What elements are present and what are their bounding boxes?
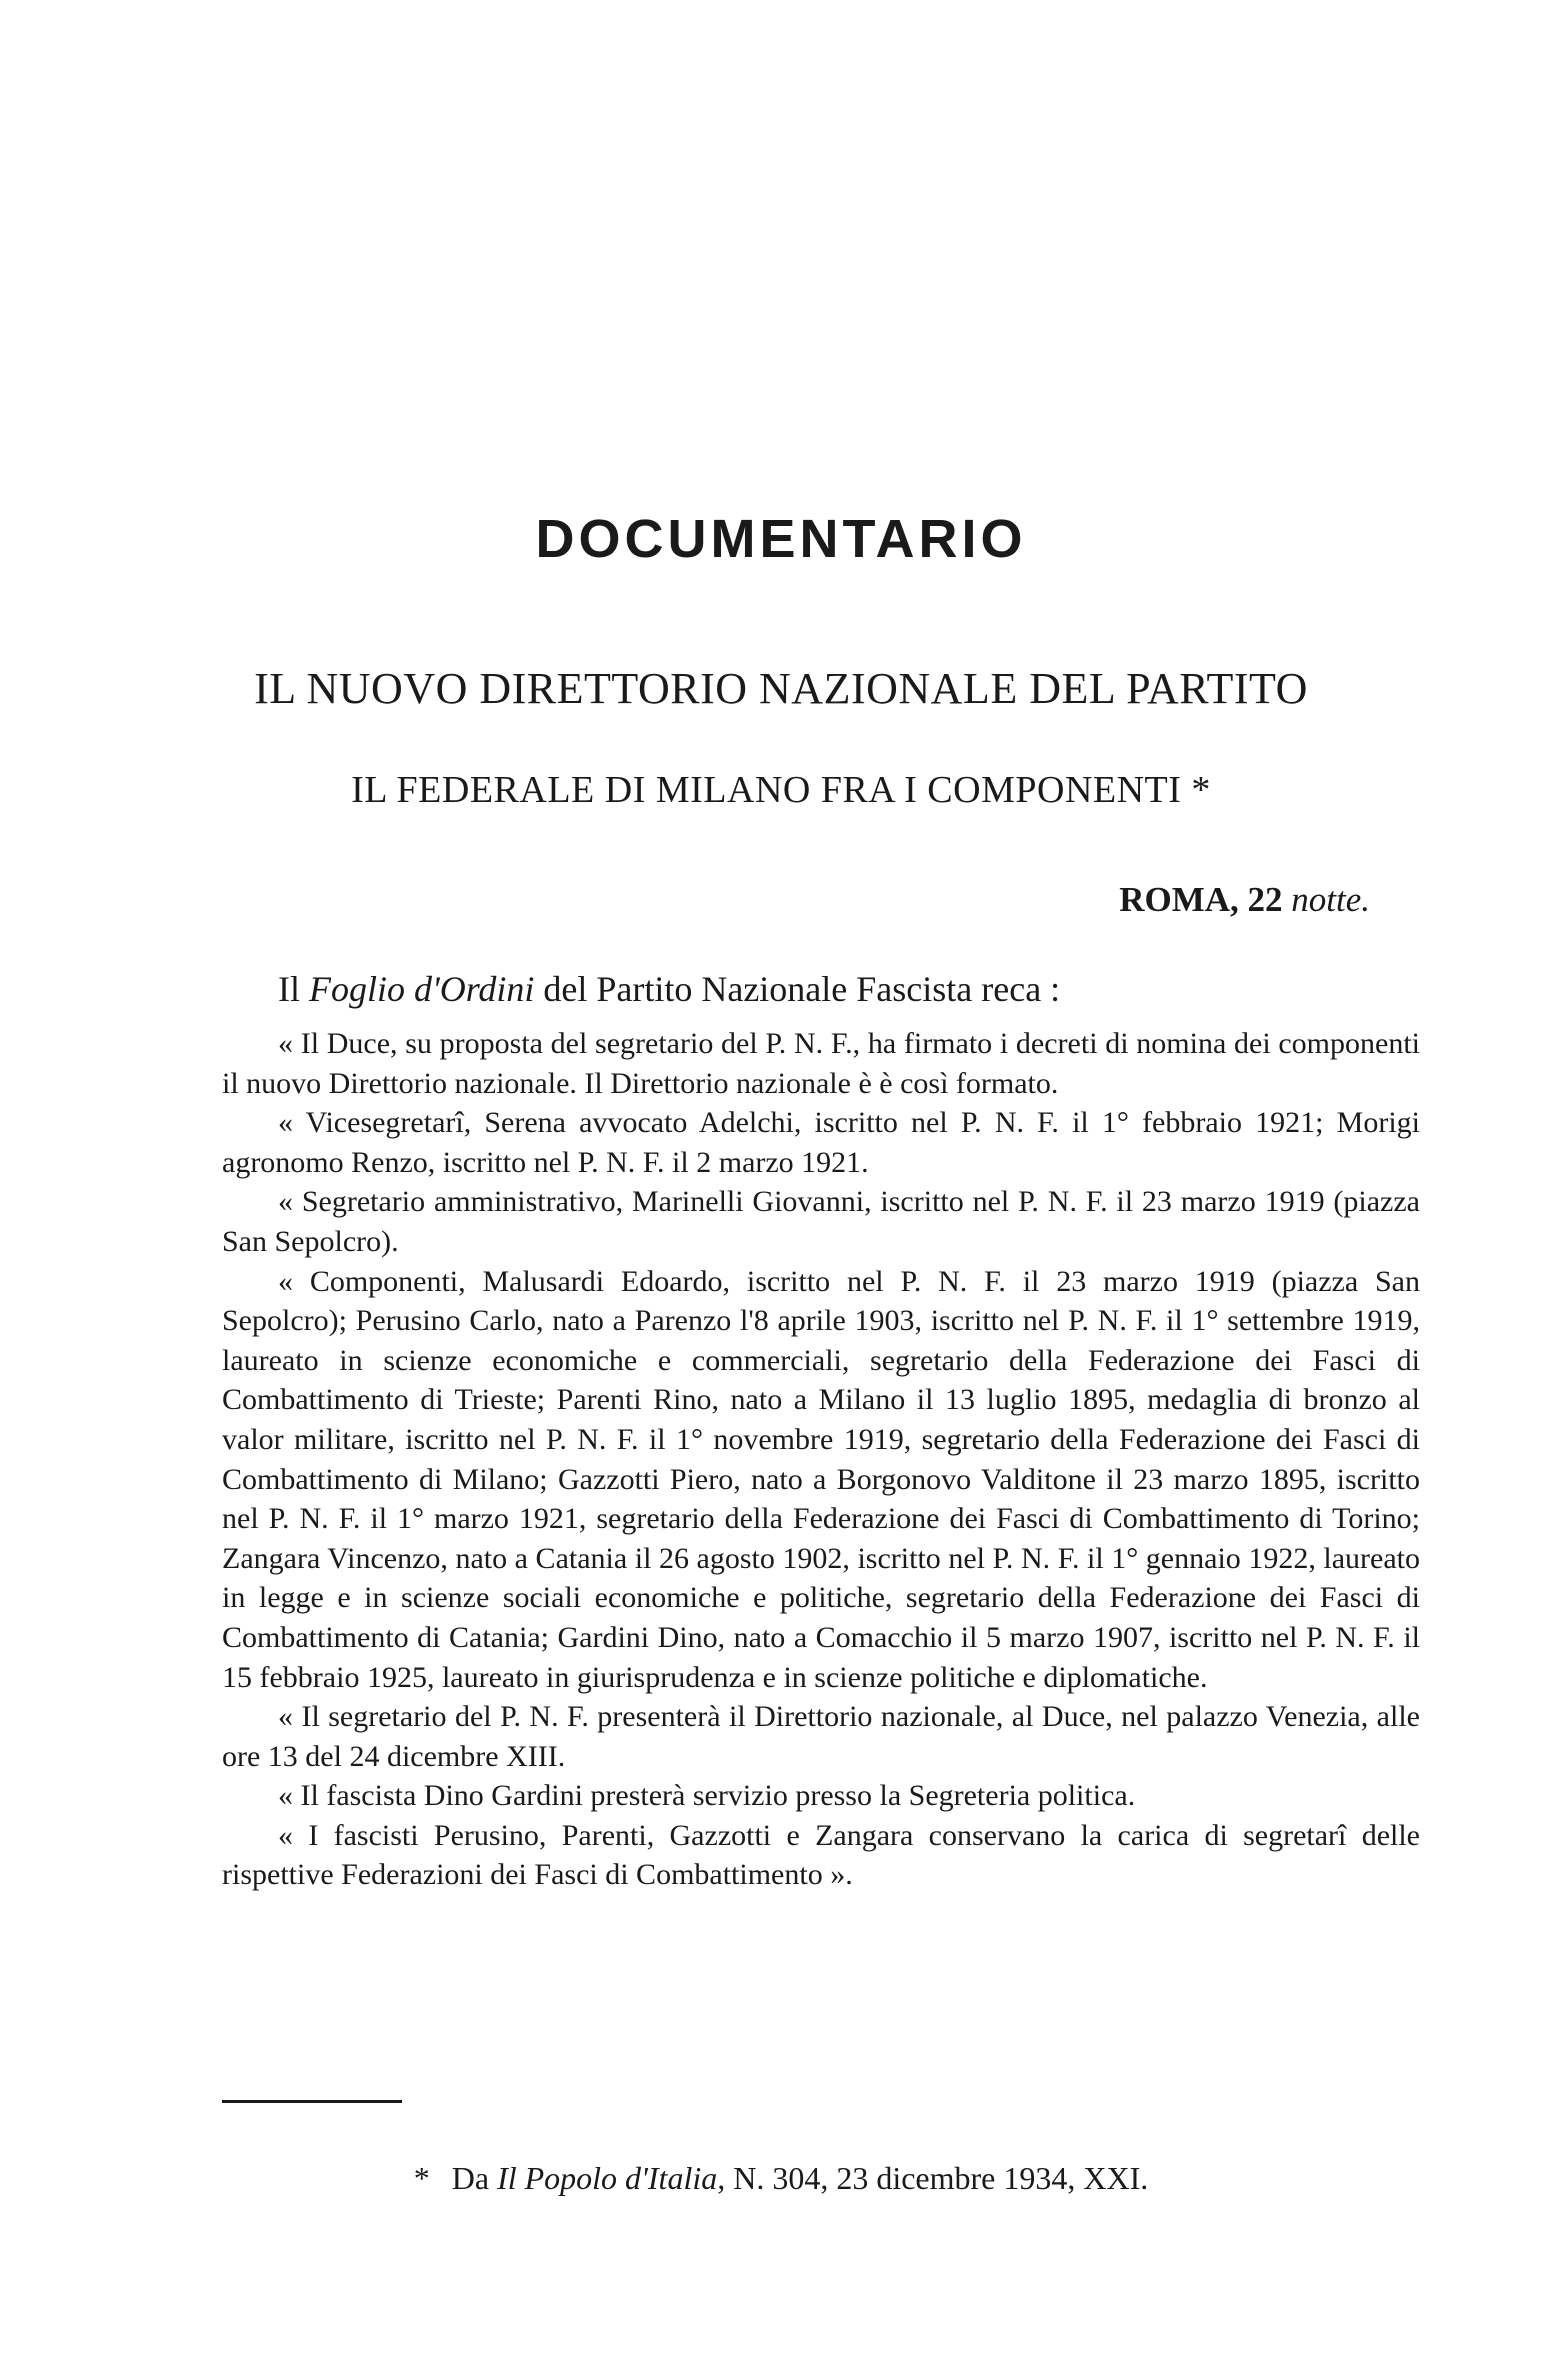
footnote-lead: Da — [451, 2160, 490, 2196]
paragraph: « Il fascista Dino Gardini presterà servizio presso la Segreteria politica. — [278, 1779, 1136, 1813]
footnote-mark: * — [413, 2160, 430, 2196]
intro-rest: del Partito Nazionale Fascista reca : — [543, 969, 1061, 1009]
footnote-divider — [222, 2100, 402, 2103]
paragraph: « Componenti, Malusardi Edoardo, iscritto nel P. N. F. il 23 marzo 1919 (piazza San Sepolcro); Perusino Carlo, nato a Parenzo l'8 aprile 1903, iscritto nel P. N. F. il 1° settembre 1919, laureato in scienze economiche e commerciali, segretario della Federazione dei Fasci di Combattimento di Trieste; Parenti Rino, nato a Milano il 13 luglio 1895, medaglia di bronzo al valor militare, iscritto nel P. N. F. il 1° novembre 1919, segretario della Federazione dei Fasci di Combattimento di Milano; Gazzotti Piero, nato a Borgonovo Valditone il 23 marzo 1895, iscritto nel P. N. F. il 1° marzo 1921, segretario della Federazione dei Fasci di Combattimento di Torino; Zangara Vincenzo, nato a Catania il 26 agosto 1902, iscritto nel P. N. F. il 1° gennaio 1922, laureato in legge e in scienze sociali economiche e politiche, segretario della Federazione dei Fasci di Combattimento di Catania; Gardini Dino, nato a Comacchio il 5 marzo 1907, iscritto nel P. N. F. il 15 febbraio 1925, laureato in giurisprudenza e in scienze politiche e diplomatiche. — [222, 1264, 1420, 1694]
intro-source: Foglio d'Ordini — [309, 969, 535, 1009]
paragraph: « Il segretario del P. N. F. presenterà il Direttorio nazionale, al Duce, nel palazzo Venezia, alle ore 13 del 24 dicembre XIII. — [222, 1700, 1420, 1773]
dateline-time: notte. — [1291, 880, 1370, 919]
footnote — [0, 2160, 1562, 2197]
document-heading: IL NUOVO DIRETTORIO NAZIONALE DEL PARTITO — [254, 664, 1308, 713]
document-subheading: IL FEDERALE DI MILANO FRA I COMPONENTI * — [351, 769, 1211, 811]
dateline — [1119, 880, 1370, 920]
intro-line — [222, 966, 1420, 1012]
intro-lead: Il — [278, 969, 300, 1009]
decree-text — [222, 1024, 1420, 1895]
paragraph: « I fascisti Perusino, Parenti, Gazzotti e Zangara conservano la carica di segretarî delle rispettive Federazioni dei Fasci di Combattimento ». — [222, 1818, 1420, 1892]
page-title: DOCUMENTARIO — [535, 509, 1027, 569]
footnote-rest: N. 304, 23 dicembre 1934, XXI. — [733, 2160, 1149, 2196]
paragraph: « Segretario amministrativo, Marinelli Giovanni, iscritto nel P. N. F. il 23 marzo 1919 (piazza San Sepolcro). — [222, 1185, 1420, 1258]
footnote-source: Il Popolo d'Italia, — [497, 2160, 726, 2196]
paragraph: « Vicesegretarî, Serena avvocato Adelchi, iscritto nel P. N. F. il 1° febbraio 1921; Morigi agronomo Renzo, iscritto nel P. N. F. il 2 marzo 1921. — [222, 1106, 1420, 1179]
paragraph: « Il Duce, su proposta del segretario del P. N. F., ha firmato i decreti di nomina dei componenti il nuovo Direttorio nazionale. Il Direttorio nazionale è è così formato. — [222, 1027, 1420, 1100]
dateline-place: ROMA, 22 — [1119, 880, 1283, 919]
